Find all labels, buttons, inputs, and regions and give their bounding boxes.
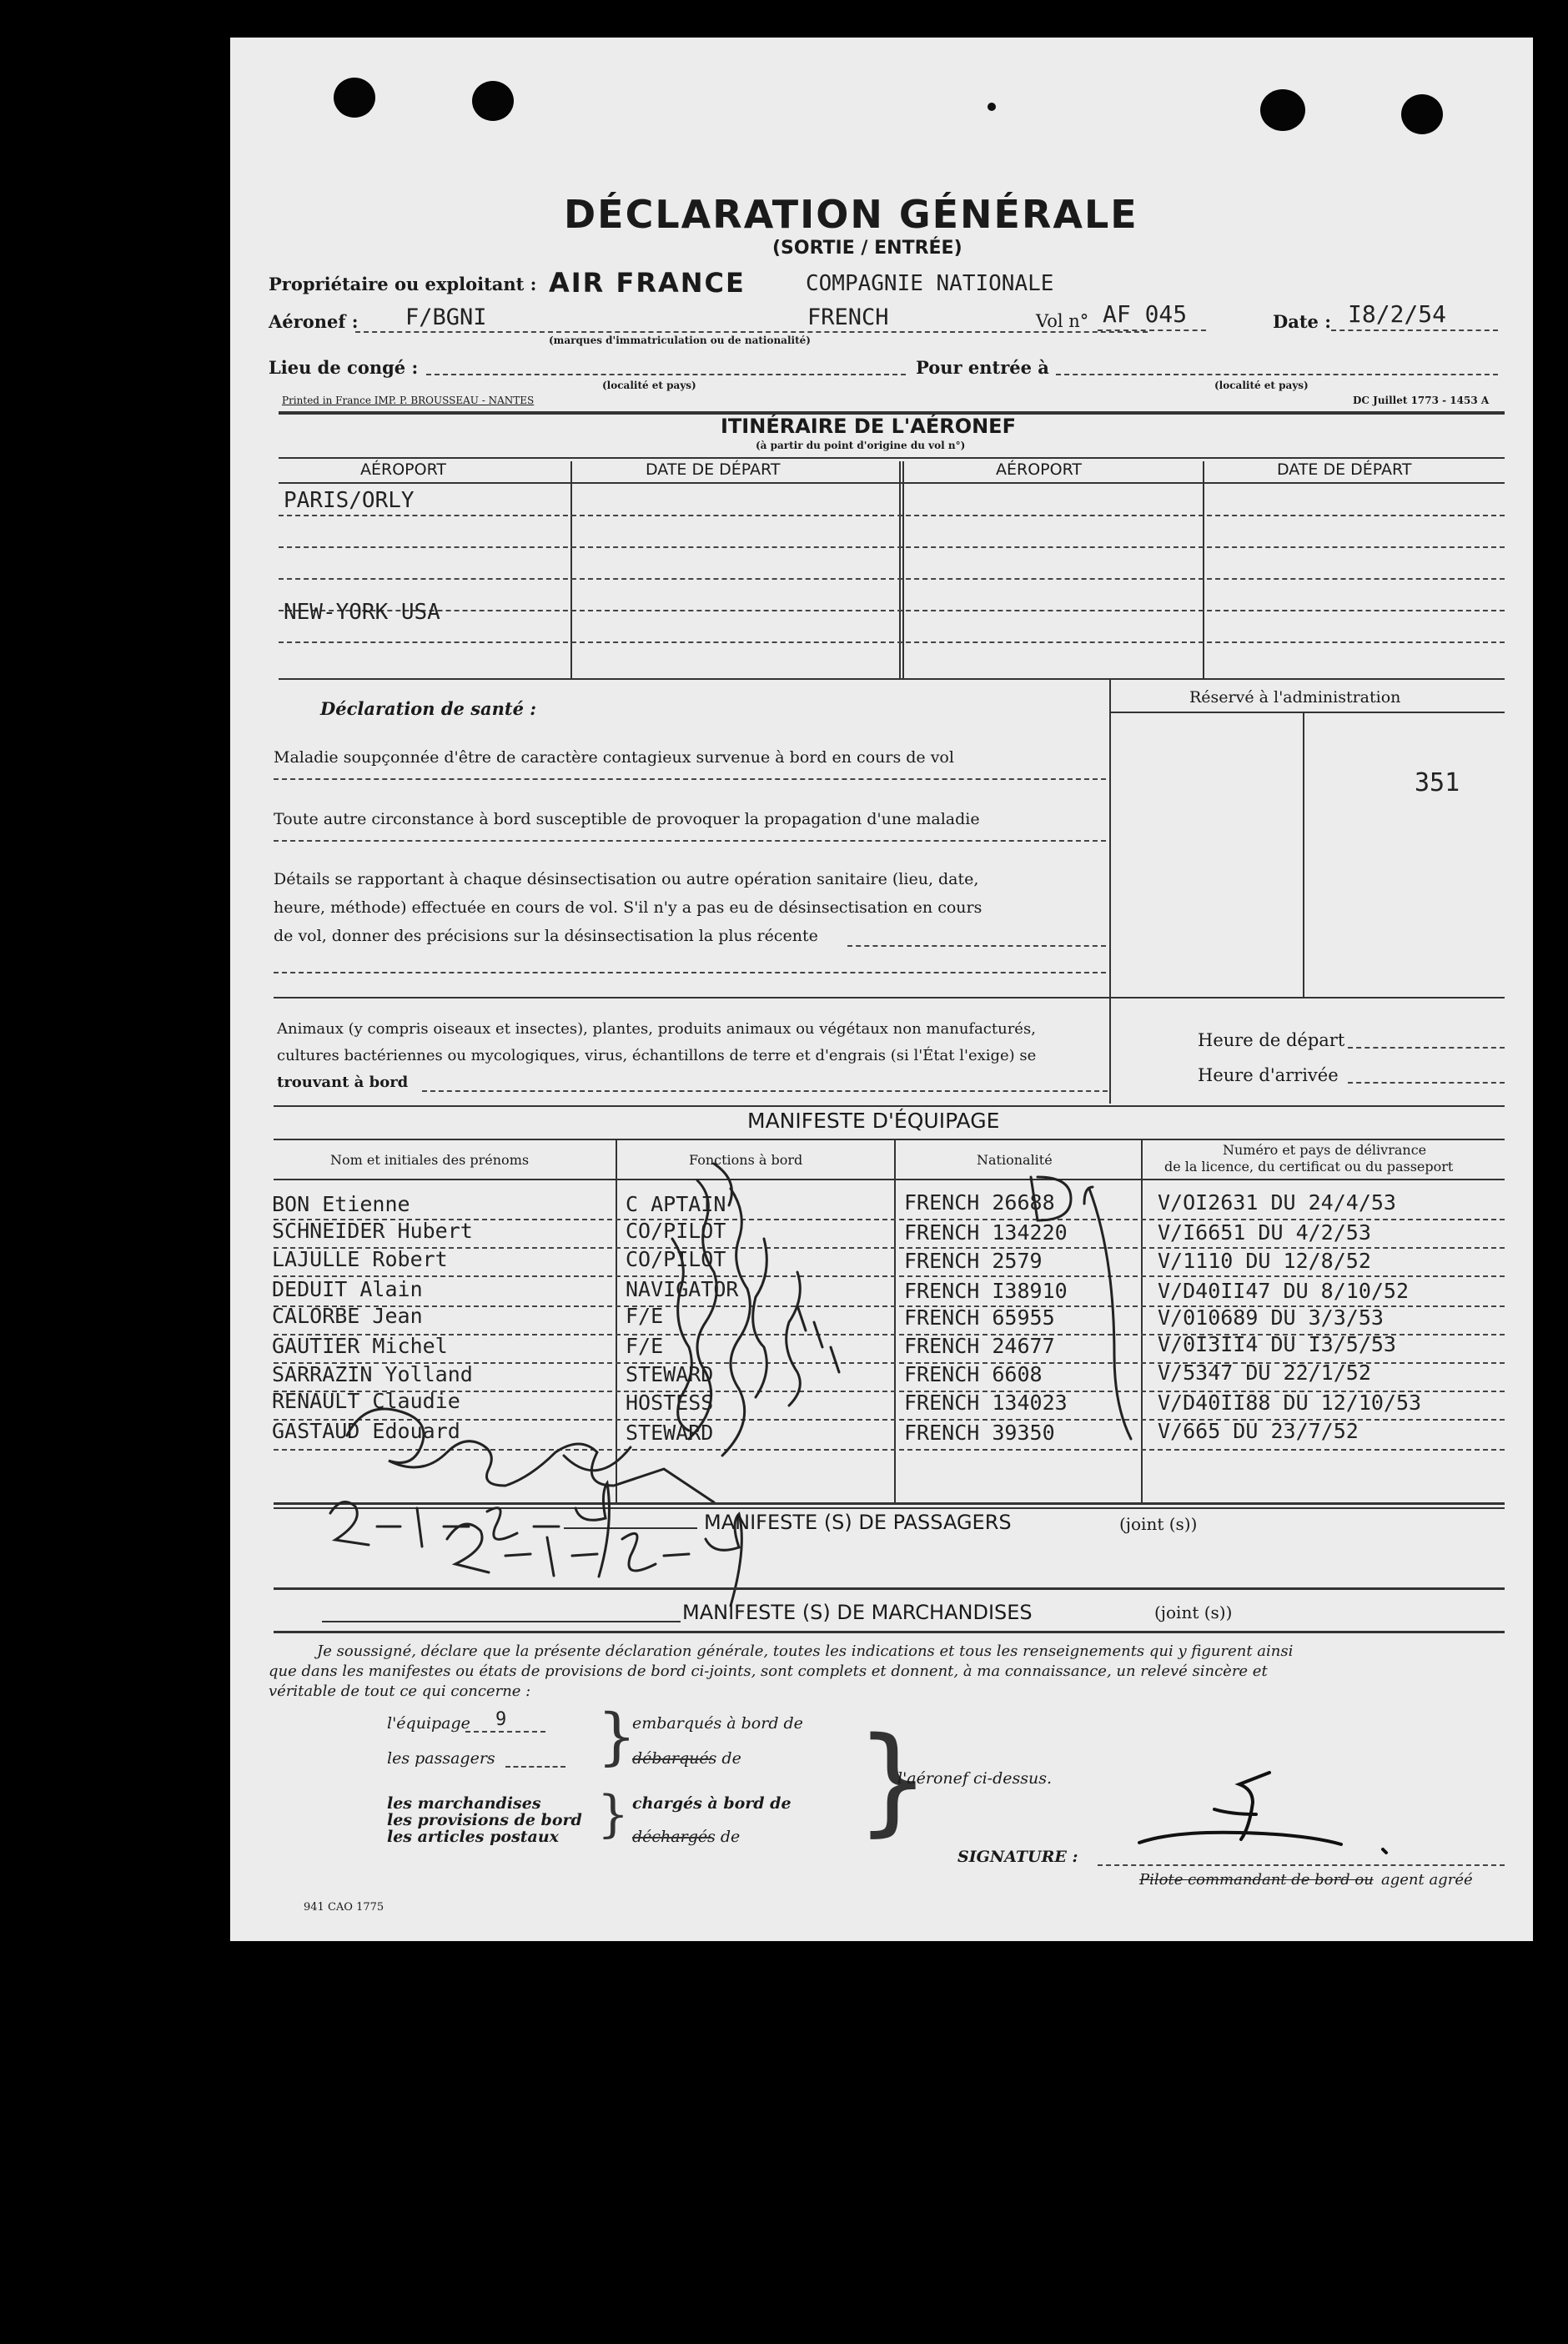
crew-function: STEWARD: [626, 1362, 714, 1386]
marks-caption: (marques d'immatriculation ou de nationalité): [549, 334, 811, 346]
health-line: Détails se rapportant à chaque désinsectisation ou autre opération sanitaire (lieu, date,: [274, 870, 979, 888]
crew-licence: V/OI2631 DU 24/4/53: [1158, 1190, 1396, 1215]
crew-col-licence: de la licence, du certificat ou du passeport: [1164, 1159, 1454, 1175]
aircraft-value: F/BGNI: [405, 304, 487, 330]
passengers-title: MANIFESTE (S) DE PASSAGERS: [704, 1511, 1012, 1534]
crew-nationality: FRENCH I38910: [904, 1279, 1068, 1303]
crew-function: F/E: [626, 1334, 664, 1358]
crew-licence: V/D40II47 DU 8/10/52: [1158, 1279, 1410, 1303]
crew-name: CALORBE Jean: [272, 1304, 423, 1328]
passengers-joint: (joint (s)): [1119, 1514, 1198, 1534]
crew-licence: V/5347 DU 22/1/52: [1158, 1361, 1371, 1385]
departure-place-label: Lieu de congé :: [269, 357, 419, 378]
crew-nationality: FRENCH 134220: [904, 1220, 1068, 1245]
itinerary-col-airport: AÉROPORT: [996, 460, 1082, 479]
crew-count: 9: [495, 1709, 507, 1730]
crew-nationality: FRENCH 65955: [904, 1305, 1055, 1330]
brace: }: [597, 1701, 637, 1773]
health-line: Maladie soupçonnée d'être de caractère contagieux survenue à bord en cours de vol: [274, 748, 954, 767]
health-title: Déclaration de santé :: [320, 698, 537, 719]
entry-label: Pour entrée à: [916, 357, 1049, 378]
crew-function: F/E: [626, 1304, 664, 1328]
crew-licence: V/1110 DU 12/8/52: [1158, 1249, 1371, 1273]
crew-licence: V/0I3II4 DU I3/5/53: [1158, 1332, 1396, 1356]
loaded-label: chargés à bord de: [632, 1794, 792, 1813]
passengers-label: les passagers: [387, 1749, 495, 1768]
cargo-title: MANIFESTE (S) DE MARCHANDISES: [682, 1601, 1033, 1624]
signer-role-struck: Pilote commandant de bord ou: [1139, 1871, 1374, 1889]
cargo-joint: (joint (s)): [1154, 1602, 1233, 1622]
form-subtitle: (SORTIE / ENTRÉE): [772, 238, 962, 259]
brace: }: [856, 1713, 931, 1849]
crew-nationality: FRENCH 26688: [904, 1190, 1055, 1215]
crew-nationality: FRENCH 24677: [904, 1334, 1055, 1358]
animals-line: cultures bactériennes ou mycologiques, virus, échantillons de terre et d'engrais (si l'État l'exige) se: [277, 1047, 1037, 1064]
owner-typed: COMPAGNIE NATIONALE: [806, 271, 1054, 296]
crew-licence: V/010689 DU 3/3/53: [1158, 1305, 1384, 1330]
health-line: Toute autre circonstance à bord susceptible de provoquer la propagation d'une maladie: [274, 810, 980, 828]
admin-departure-time: Heure de départ: [1198, 1030, 1345, 1050]
goods-label: les marchandises: [387, 1794, 541, 1813]
itinerary-col-departure-date: DATE DE DÉPART: [646, 460, 781, 479]
admin-title: Réservé à l'administration: [1189, 688, 1401, 707]
crew-name: RENAULT Claudie: [272, 1389, 460, 1413]
declaration-text: Je soussigné, déclare que la présente déclaration générale, toutes les indications et tous les renseignements qui y figurent ainsi: [317, 1642, 1294, 1660]
declaration-text: que dans les manifestes ou états de provisions de bord ci-joints, sont complets et donnent, à ma connaissance, un relevé sincère et: [269, 1662, 1268, 1680]
itinerary-destination: NEW-YORK USA: [284, 600, 440, 625]
aircraft-label: Aéronef :: [269, 311, 359, 332]
printer-note: Printed in France IMP. P. BROUSSEAU - NANTES: [282, 395, 535, 406]
itinerary-origin: PARIS/ORLY: [284, 488, 415, 513]
date-value: I8/2/54: [1348, 300, 1447, 328]
crew-function: C APTAIN: [626, 1192, 726, 1216]
crew-title: MANIFESTE D'ÉQUIPAGE: [747, 1109, 1000, 1133]
crew-name: DEDUIT Alain: [272, 1277, 423, 1301]
disembarked-label: débarqués de: [632, 1749, 741, 1768]
itinerary-title: ITINÉRAIRE DE L'AÉRONEF: [721, 415, 1016, 438]
crew-function: CO/PILOT: [626, 1219, 726, 1243]
crew-nationality: FRENCH 2579: [904, 1249, 1043, 1273]
animals-line: trouvant à bord: [277, 1074, 409, 1091]
aircraft-above-label: l'aéronef ci-dessus.: [897, 1769, 1053, 1788]
locality-caption: (localité et pays): [1214, 380, 1309, 391]
itinerary-col-airport: AÉROPORT: [360, 460, 446, 479]
itinerary-col-departure-date: DATE DE DÉPART: [1277, 460, 1412, 479]
crew-licence: V/665 DU 23/7/52: [1158, 1419, 1359, 1443]
crew-function: HOSTESS: [626, 1391, 714, 1415]
flight-value: AF 045: [1103, 300, 1188, 328]
crew-name: LAJULLE Robert: [272, 1247, 448, 1271]
crew-function: STEWARD: [626, 1421, 714, 1445]
crew-nationality: FRENCH 134023: [904, 1391, 1068, 1415]
itinerary-subtitle: (à partir du point d'origine du vol n°): [756, 440, 966, 451]
health-line: heure, méthode) effectuée en cours de vol. S'il n'y a pas eu de désinsectisation en cours: [274, 898, 983, 917]
animals-line: Animaux (y compris oiseaux et insectes), plantes, produits animaux ou végétaux non manufacturés,: [277, 1020, 1036, 1038]
declaration-text: véritable de tout ce qui concerne :: [269, 1683, 531, 1700]
crew-col-nationality: Nationalité: [977, 1152, 1053, 1168]
dc-note: DC Juillet 1773 - 1453 A: [1353, 395, 1490, 406]
provisions-label: les provisions de bord: [387, 1811, 582, 1829]
crew-name: SARRAZIN Yolland: [272, 1362, 473, 1386]
admin-number: 351: [1415, 768, 1460, 797]
crew-count-label: l'équipage: [387, 1714, 470, 1733]
nationality-value: FRENCH: [807, 304, 889, 330]
crew-name: BON Etienne: [272, 1192, 410, 1216]
owner-label: Propriétaire ou exploitant :: [269, 274, 537, 294]
date-label: Date :: [1273, 311, 1331, 332]
crew-name: GAUTIER Michel: [272, 1334, 448, 1358]
signer-role: agent agréé: [1381, 1871, 1473, 1889]
brace: }: [597, 1785, 630, 1844]
crew-licence: V/I6651 DU 4/2/53: [1158, 1220, 1371, 1245]
owner-value: AIR FRANCE: [549, 267, 746, 299]
crew-col-function: Fonctions à bord: [689, 1152, 803, 1168]
signature-label: SIGNATURE :: [957, 1848, 1078, 1866]
postal-label: les articles postaux: [387, 1828, 560, 1846]
embarked-label: embarqués à bord de: [632, 1714, 803, 1733]
crew-licence: V/D40II88 DU 12/10/53: [1158, 1391, 1422, 1415]
health-line: de vol, donner des précisions sur la désinsectisation la plus récente: [274, 927, 818, 945]
crew-function: CO/PILOT: [626, 1247, 726, 1271]
form-title: DÉCLARATION GÉNÉRALE: [564, 192, 1138, 237]
footer-code: 941 CAO 1775: [304, 1901, 384, 1914]
admin-arrival-time: Heure d'arrivée: [1198, 1065, 1339, 1085]
flight-label: Vol n°: [1036, 311, 1089, 331]
crew-name: GASTAUD Edouard: [272, 1419, 460, 1443]
crew-col-licence: Numéro et pays de délivrance: [1223, 1142, 1427, 1158]
crew-nationality: FRENCH 39350: [904, 1421, 1055, 1445]
locality-caption: (localité et pays): [602, 380, 696, 391]
unloaded-label: déchargés de: [632, 1828, 741, 1846]
crew-nationality: FRENCH 6608: [904, 1362, 1043, 1386]
crew-col-name: Nom et initiales des prénoms: [330, 1152, 530, 1168]
crew-name: SCHNEIDER Hubert: [272, 1219, 473, 1243]
crew-function: NAVIGATOR: [626, 1277, 739, 1301]
